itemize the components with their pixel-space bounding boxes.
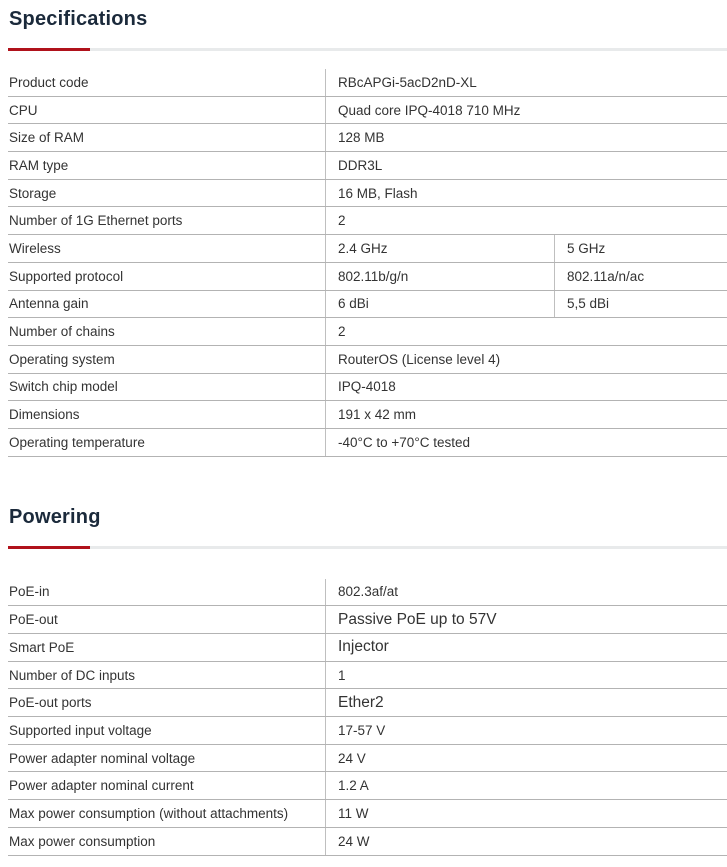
specifications-table [8, 69, 727, 457]
table-row [8, 124, 727, 152]
spec-value: 17-57 V [325, 717, 727, 744]
spec-label: Supported protocol [9, 268, 124, 284]
table-row [8, 429, 727, 457]
section-powering [8, 506, 727, 856]
table-row [8, 662, 727, 690]
table-row [8, 97, 727, 125]
table-row [8, 69, 727, 97]
spec-label: RAM type [9, 157, 69, 173]
table-row [8, 800, 727, 828]
table-row [8, 152, 727, 180]
page-title: Specifications [9, 8, 148, 30]
spec-value: IPQ-4018 [325, 374, 727, 401]
table-row [8, 689, 727, 717]
spec-label: Switch chip model [9, 379, 118, 395]
spec-label: PoE-out ports [9, 695, 92, 711]
table-row [8, 828, 727, 856]
spec-label: Number of DC inputs [9, 667, 136, 683]
spec-value: 16 MB, Flash [325, 180, 727, 207]
spec-value: 802.3af/at [325, 579, 727, 606]
spec-label: Smart PoE [9, 639, 75, 655]
spec-value: 1 [325, 662, 727, 689]
spec-value: RouterOS (License level 4) [325, 346, 727, 373]
table-row [8, 180, 727, 208]
spec-value: 24 W [325, 828, 727, 855]
spec-label: Wireless [9, 240, 61, 256]
spec-value: 6 dBi [325, 291, 554, 318]
spec-label: Storage [9, 185, 57, 201]
spec-value: 2 [325, 318, 727, 345]
table-row [8, 634, 727, 662]
spec-value: DDR3L [325, 152, 727, 179]
spec-value: 802.11a/n/ac [554, 263, 727, 290]
spec-value: Ether2 [325, 689, 727, 716]
spec-label: Number of 1G Ethernet ports [9, 213, 183, 229]
spec-value: -40°C to +70°C tested [325, 429, 727, 456]
divider-accent [8, 48, 90, 51]
spec-label: PoE-out [9, 612, 58, 628]
table-row [8, 717, 727, 745]
spec-label: Power adapter nominal current [9, 778, 194, 794]
table-row [8, 579, 727, 607]
spec-value: 11 W [325, 800, 727, 827]
table-row [8, 235, 727, 263]
section-specifications [8, 8, 727, 457]
spec-label: Number of chains [9, 324, 115, 340]
spec-value: 802.11b/g/n [325, 263, 554, 290]
section-title-powering: Powering [9, 505, 101, 528]
spec-value: 128 MB [325, 124, 727, 151]
table-row [8, 291, 727, 319]
table-row [8, 374, 727, 402]
table-row [8, 745, 727, 773]
spec-label: Max power consumption (without attachments) [9, 805, 289, 821]
spec-value: Passive PoE up to 57V [325, 606, 727, 633]
spec-label: Max power consumption [9, 833, 156, 849]
spec-label: Product code [9, 74, 89, 90]
spec-value: 2 [325, 207, 727, 234]
table-row [8, 606, 727, 634]
divider-accent [8, 546, 90, 549]
spec-value: Quad core IPQ-4018 710 MHz [325, 97, 727, 124]
spec-value: RBcAPGi-5acD2nD-XL [325, 69, 727, 96]
table-row [8, 772, 727, 800]
spec-label: Operating temperature [9, 434, 145, 450]
spec-label: Operating system [9, 351, 115, 367]
spec-value: 5,5 dBi [554, 291, 727, 318]
spec-value: 191 x 42 mm [325, 401, 727, 428]
section-divider [8, 546, 727, 549]
table-row [8, 263, 727, 291]
table-row [8, 401, 727, 429]
spec-label: Supported input voltage [9, 722, 152, 738]
spec-value: 1.2 A [325, 772, 727, 799]
table-row [8, 207, 727, 235]
spec-label: CPU [9, 102, 38, 118]
spec-label: PoE-in [9, 584, 50, 600]
spec-value: 2.4 GHz [325, 235, 554, 262]
spec-label: Power adapter nominal voltage [9, 750, 196, 766]
powering-table [8, 579, 727, 856]
spec-label: Dimensions [9, 407, 80, 423]
table-row [8, 318, 727, 346]
spec-value: Injector [325, 634, 727, 661]
spec-value: 5 GHz [554, 235, 727, 262]
table-row [8, 346, 727, 374]
section-divider [8, 48, 727, 51]
spec-value: 24 V [325, 745, 727, 772]
spec-label: Antenna gain [9, 296, 89, 312]
spec-label: Size of RAM [9, 130, 85, 146]
